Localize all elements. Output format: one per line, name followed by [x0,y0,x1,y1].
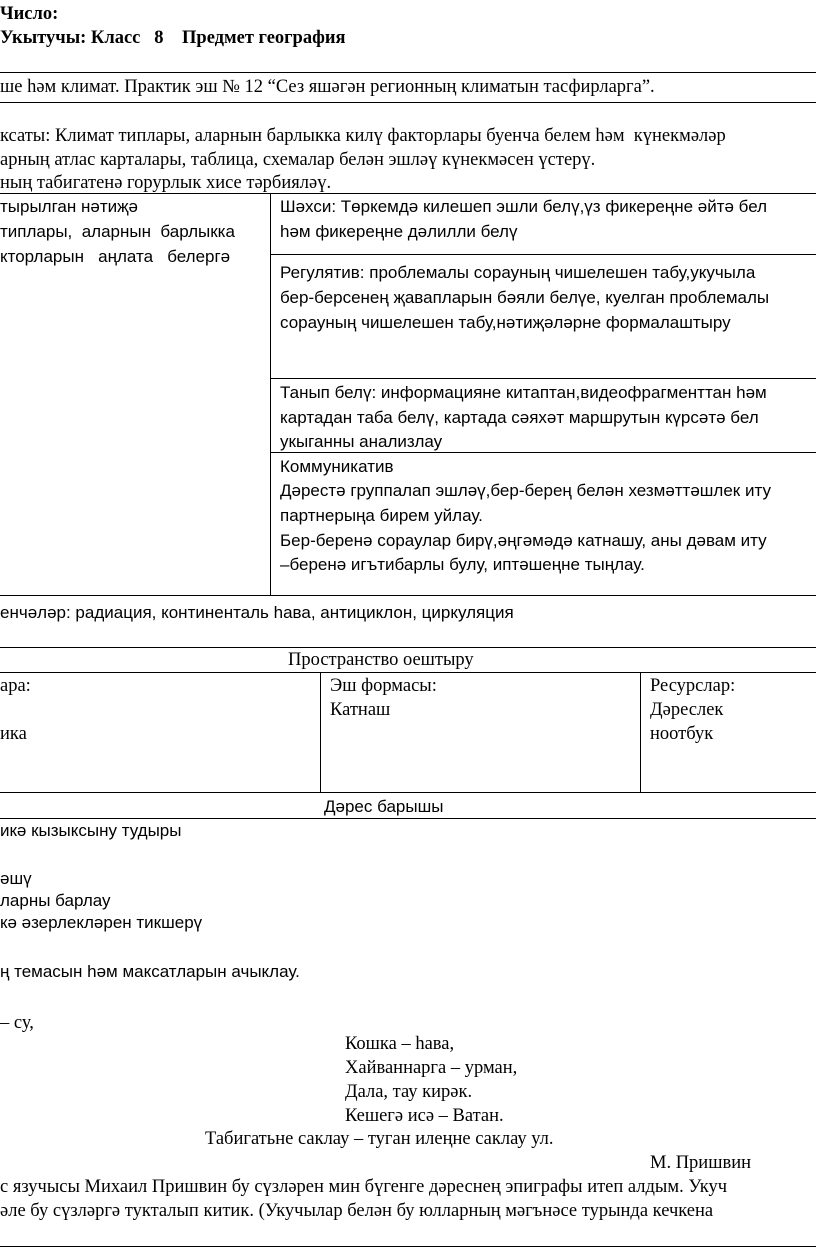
cognitive-skill-line: картадан таба белү, картада сәяхәт маршрутын күрсәтә бел [280,408,759,427]
regulative-skill-line: сорауның чишелешен табу,нәтиҗәләрне формалаштыру [280,313,731,332]
poem-line: Кешегә исә – Ватан. [345,1106,504,1126]
space-col1-line: ика [0,724,27,744]
space-table-bottom [0,792,816,793]
poem-closing-line: Табигатьне саклау – туган илеңне саклау ул. [205,1129,554,1149]
resources-label: Ресурслар: [650,676,736,696]
planned-result-title: тырылган нәтиҗә [0,197,138,216]
regulative-skill-line: Регулятив: проблемалы сорауның чишелешен табу,укучыла [280,263,756,282]
lesson-flow-title: Дәрес барышы [324,797,444,816]
divider [0,1246,816,1247]
motivation-line: икә кызыксыну тудыры [0,821,182,840]
planned-result-line: типлары, аларнын барлыкка [0,222,235,241]
goals-line-2: арның атлас карталары, таблица, схемалар белән эшләү күнекмәсен үстерү. [0,150,596,170]
personal-skill-line: һәм фикереңне дәлилли белү [280,222,518,241]
planned-result-line: кторларын аңлата белергә [0,247,231,266]
communicative-skill-line: Бер-беренә сораулар бирү,әңгәмәдә катнашу, аны дәвам иту [280,531,767,550]
paragraph-line: әле бу сүзләргә тукталып китик. (Укучылар белән бу юлларның мәгънәсе турында кечкена [0,1201,714,1221]
poem-author: М. Пришвин [650,1153,751,1173]
poem-line: Хайваннарга – урман, [345,1058,518,1078]
communicative-skill-line: партнерыңа бирем уйлау. [280,506,483,525]
poem-line: – су, [0,1013,34,1033]
results-table-top [0,193,816,194]
date-label: Число: [0,4,59,24]
teacher-class-subject-line: Укытучы: Класс 8 Предмет география [0,28,346,48]
space-col1-line: ара: [0,676,31,696]
regulative-skill-line: бер-берсенең җавапларын бәяли белүе, куелган проблемалы [280,288,770,307]
space-table-top [0,647,816,648]
poem-line: Дала, тау кирәк. [345,1082,473,1102]
poem-line: Кошка – һава, [345,1034,455,1054]
cell-divider [270,452,816,453]
space-title: Пространство оештыру [288,650,474,670]
space-col-divider [640,672,641,792]
goals-line-1: ксаты: Климат типлары, аларнын барлыкка килү факторлары буенча белем һәм күнекмәләр [0,126,726,146]
personal-skill-line: Шәхси: Төркемдә килешеп эшли белү,үз фикереңне әйтә бел [280,197,768,216]
results-table-bottom [0,595,816,596]
lesson-step: ларны барлау [0,891,111,910]
goals-line-3: ның табигатенә горурлык хисе тәрбияләү. [0,173,332,193]
cognitive-skill-line: укыганны анализлау [280,432,443,451]
divider [0,818,816,819]
lesson-step: кә әзерлекләрен тикшерү [0,913,203,932]
key-terms: енчәләр: радиация, континенталь һава, антициклон, циркуляция [0,603,514,622]
space-col-divider [320,672,321,792]
lesson-topic: ше һәм климат. Практик эш № 12 “Сез яшәгән регионның климатын тасфирларга”. [0,77,655,97]
divider [0,72,816,73]
work-form-value: Катнаш [330,700,391,720]
resource-item: ноотбук [650,724,714,744]
space-table-divider [0,672,816,673]
topic-intro-line: ң темасын һәм максатларын ачыклау. [0,962,300,981]
paragraph-line: с язучысы Михаил Пришвин бу сүзләрен мин бүгенге дәреснең эпиграфы итеп алдым. Укуч [0,1177,728,1197]
resource-item: Дәреслек [650,700,724,720]
communicative-skill-line: –беренә игътибарлы булу, иптәшеңне тыңлау. [280,555,645,574]
communicative-skill-line: Дәрестә группалап эшләү,бер-берең белән хезмәттәшлек иту [280,481,771,500]
cognitive-skill-line: Танып белү: информацияне китаптан,видеофрагменттан һәм [280,383,767,402]
cell-divider [270,378,816,379]
lesson-step: әшү [0,869,32,888]
work-form-label: Эш формасы: [330,676,437,696]
communicative-skill-title: Коммуникатив [280,457,394,476]
cell-divider [270,254,816,255]
divider [0,102,816,103]
